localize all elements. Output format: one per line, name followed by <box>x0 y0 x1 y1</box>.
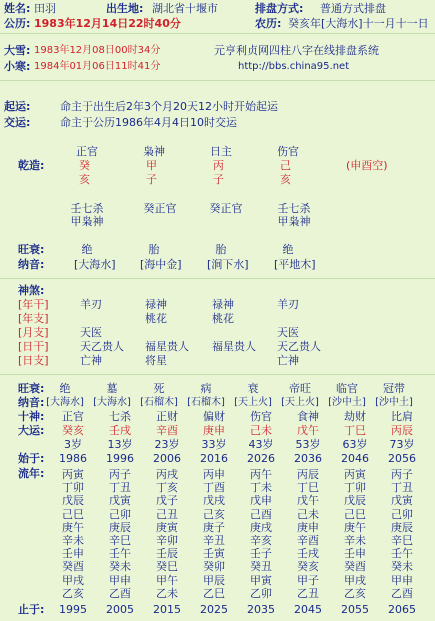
shensha-item: 桃花 <box>145 312 167 325</box>
shensha-item: 禄神 <box>212 298 234 311</box>
flow-year-item: 癸未 <box>391 560 413 574</box>
flow-year-item: 丁巳 <box>297 481 319 495</box>
hidden-stem: 壬七杀 <box>70 202 104 215</box>
shensha-item: 天医 <box>277 326 299 339</box>
flow-year-item: 庚午 <box>344 520 366 534</box>
flow-year-item: 辛卯 <box>156 534 178 547</box>
flow-year-item: 己亥 <box>203 507 225 521</box>
dayun-age: 13岁 <box>107 438 133 451</box>
lunar-date: 癸亥年[大海水]十一月十一日 <box>288 17 429 30</box>
flow-year-item: 癸亥 <box>297 560 319 574</box>
end-year: 2025 <box>200 603 228 616</box>
flow-year-item: 戊寅 <box>391 494 413 508</box>
pillar-branch: 子 <box>146 173 157 186</box>
daxue-label: 大雪: <box>4 44 31 57</box>
birthplace-label: 出生地: <box>106 2 144 15</box>
shensha-row-label: [月支] <box>18 326 49 339</box>
flow-year-item: 癸卯 <box>203 560 225 574</box>
dayun-pillar: 壬戌 <box>109 424 131 437</box>
flow-year-item: 甲戌 <box>62 573 84 587</box>
divider <box>0 374 435 375</box>
dayun-god-label: 十神: <box>18 410 45 423</box>
dayun-pillar: 戊午 <box>297 424 319 437</box>
qiyun-text: 命主于出生后2年3个月20天12小时开始起运 <box>60 100 278 113</box>
dayun-pillar: 辛酉 <box>156 424 178 437</box>
flow-year-item: 癸未 <box>109 560 131 574</box>
flow-year-item: 庚申 <box>297 520 319 534</box>
wangshuai-value: 绝 <box>282 243 294 256</box>
flow-year-item: 壬寅 <box>203 547 225 561</box>
dayun-age: 53岁 <box>295 438 321 451</box>
dayun-age: 23岁 <box>154 438 180 451</box>
flow-year-item: 庚辰 <box>109 520 131 534</box>
dayun-ws: 衰 <box>247 382 259 395</box>
lunar-label: 农历: <box>255 17 282 30</box>
shensha-row-label: [年干] <box>18 298 49 311</box>
flow-year-item: 丁亥 <box>156 481 178 495</box>
flow-year-item: 甲戌 <box>344 573 366 587</box>
flow-year-item: 甲申 <box>109 573 131 587</box>
end-year: 2035 <box>247 603 275 616</box>
flow-year-item: 丙子 <box>109 468 131 481</box>
dayun-ws-label: 旺衰: <box>18 382 45 395</box>
dayun-nayin: [大海水] <box>93 397 131 408</box>
flow-year-item: 乙酉 <box>391 586 413 600</box>
dayun-pillar: 己未 <box>250 424 272 437</box>
flow-year-item: 壬午 <box>109 547 131 561</box>
dayun-nayin: [沙中土] <box>328 397 366 408</box>
start-year: 2026 <box>247 452 275 465</box>
flow-year-item: 甲子 <box>297 573 319 587</box>
flow-year-item: 丁卯 <box>344 481 366 495</box>
hidden-stem: 癸正官 <box>209 202 243 215</box>
dayun-ws: 墓 <box>106 382 118 395</box>
flow-year-item: 辛亥 <box>250 534 272 547</box>
shensha-item: 羊刃 <box>277 298 299 311</box>
flow-year-item: 乙卯 <box>250 586 272 600</box>
shensha-item: 福星贵人 <box>145 340 189 353</box>
daxue-date: 1983年12月08日00时34分 <box>34 45 161 56</box>
pillar-god: 日主 <box>210 145 232 158</box>
dayun-god: 七杀 <box>109 410 131 423</box>
flow-year-item: 丁丑 <box>109 481 131 495</box>
divider <box>0 80 435 81</box>
wangshuai-value: 胎 <box>215 243 227 256</box>
jiaoyun-label: 交运: <box>4 116 31 129</box>
wangshuai-label: 旺衰: <box>18 243 45 256</box>
flow-year-item: 丙戌 <box>156 468 178 481</box>
end-year: 2045 <box>294 603 322 616</box>
qiyun-label: 起运: <box>4 100 31 113</box>
flow-year-item: 癸丑 <box>250 560 272 574</box>
pillar-branch: 亥 <box>280 173 291 186</box>
end-year: 2005 <box>106 603 134 616</box>
solar-label: 公历: <box>4 17 31 30</box>
hidden-stem: 癸正官 <box>143 202 177 215</box>
shensha-item: 禄神 <box>145 298 167 311</box>
dayun-ws: 帝旺 <box>289 382 311 395</box>
method-value: 普通方式排盘 <box>320 2 386 15</box>
pillar-god: 伤官 <box>277 145 299 158</box>
nayin-value: [涧下水] <box>207 258 249 271</box>
kongwang: (申酉空) <box>346 159 388 172</box>
birthplace-value: 湖北省十堰市 <box>152 2 218 15</box>
dayun-age: 33岁 <box>201 438 227 451</box>
pillar-stem: 丙 <box>213 159 224 172</box>
flow-year-item: 丙申 <box>203 468 225 481</box>
end-year: 2055 <box>341 603 369 616</box>
dayun-pillar: 丁巳 <box>344 424 366 437</box>
flow-year-item: 辛巳 <box>109 534 131 547</box>
shensha-item: 将星 <box>145 354 167 367</box>
flow-year-item: 壬子 <box>250 547 272 561</box>
flow-year-item: 壬午 <box>391 547 413 561</box>
flow-year-item: 戊子 <box>156 494 178 508</box>
pillar-branch: 亥 <box>79 173 90 186</box>
shensha-row-label: [年支] <box>18 312 49 325</box>
dayun-god: 正官 <box>62 410 84 423</box>
start-year: 2046 <box>341 452 369 465</box>
flow-year-item: 癸酉 <box>344 560 366 574</box>
divider <box>0 33 435 34</box>
dayun-nayin: [天上火] <box>234 397 272 408</box>
flow-year-item: 丙寅 <box>344 468 366 481</box>
flow-year-item: 辛丑 <box>203 534 225 547</box>
nayin-value: [平地木] <box>274 258 316 271</box>
shensha-item: 天乙贵人 <box>277 340 321 353</box>
shensha-item: 天医 <box>80 326 102 339</box>
dayun-age: 3岁 <box>64 438 82 451</box>
shensha-row-label: [日干] <box>18 340 49 353</box>
flow-year-item: 乙丑 <box>297 586 319 600</box>
flow-year-item: 己未 <box>297 507 319 521</box>
flow-year-item: 丙午 <box>250 468 272 481</box>
flow-year-item: 庚寅 <box>156 520 178 534</box>
flow-year-item: 丁丑 <box>391 481 413 495</box>
divider <box>0 278 435 279</box>
flow-year-item: 丁酉 <box>203 481 225 495</box>
pillar-god: 枭神 <box>143 145 165 158</box>
pillar-god: 正官 <box>76 145 98 158</box>
pillar-stem: 己 <box>280 159 291 172</box>
dayun-nayin: [石榴木] <box>187 397 225 408</box>
dayun-label: 大运: <box>18 424 45 437</box>
xiaohan-date: 1984年01月06日11时41分 <box>34 61 161 72</box>
flow-year-item: 癸巳 <box>156 560 178 574</box>
flow-year-item: 壬戌 <box>297 547 319 561</box>
dayun-god: 伤官 <box>250 410 272 423</box>
shensha-item: 天乙贵人 <box>80 340 124 353</box>
jiaoyun-text: 命主于公历1986年4月4日10时交运 <box>60 116 237 129</box>
dayun-pillar: 癸亥 <box>62 424 84 437</box>
flow-year-item: 丙辰 <box>297 468 319 481</box>
dayun-ws: 死 <box>153 382 165 395</box>
wangshuai-value: 胎 <box>148 243 160 256</box>
dayun-nayin: [沙中土] <box>375 397 413 408</box>
dayun-nayin: [石榴木] <box>140 397 178 408</box>
flow-year-item: 壬辰 <box>156 547 178 561</box>
flow-year-item: 乙未 <box>156 586 178 600</box>
flow-year-item: 丙寅 <box>62 468 84 481</box>
end-label: 止于: <box>18 603 45 616</box>
start-year: 2036 <box>294 452 322 465</box>
flow-year-item: 戊午 <box>297 494 319 508</box>
shensha-row-label: [日支] <box>18 354 49 367</box>
pillar-stem: 甲 <box>146 159 157 172</box>
system-name: 元亨利贞网四柱八字在线排盘系统 <box>214 44 379 57</box>
flow-year-item: 己巳 <box>344 507 366 521</box>
nayin-value: [大海水] <box>74 258 116 271</box>
flow-year-item: 乙酉 <box>109 586 131 600</box>
flow-year-item: 辛未 <box>62 534 84 547</box>
flow-year-item: 己丑 <box>156 507 178 521</box>
shensha-item: 羊刃 <box>80 298 102 311</box>
dayun-nayin: [大海水] <box>46 397 84 408</box>
shensha-item: 亡神 <box>80 354 102 367</box>
hidden-stem: 甲枭神 <box>70 215 104 228</box>
dayun-age: 73岁 <box>389 438 415 451</box>
flow-year-item: 戊寅 <box>109 494 131 508</box>
flow-year-item: 己卯 <box>109 507 131 521</box>
flow-year-item: 乙巳 <box>203 586 225 600</box>
flow-year-item: 辛酉 <box>297 534 319 547</box>
method-label: 排盘方式: <box>255 2 304 15</box>
dayun-age: 63岁 <box>342 438 368 451</box>
flow-year-item: 辛巳 <box>391 534 413 547</box>
shensha-item: 福星贵人 <box>212 340 256 353</box>
end-year: 2065 <box>388 603 416 616</box>
dayun-god: 食神 <box>297 410 319 423</box>
flow-year-item: 庚辰 <box>391 520 413 534</box>
nayin-value: [海中金] <box>140 258 182 271</box>
wangshuai-value: 绝 <box>81 243 93 256</box>
dayun-age: 43岁 <box>248 438 274 451</box>
pillar-branch: 子 <box>213 173 224 186</box>
flow-year-item: 丁未 <box>250 481 272 495</box>
start-year: 2016 <box>200 452 228 465</box>
start-label: 始于: <box>18 452 45 465</box>
dayun-god: 劫财 <box>344 410 366 423</box>
site-link[interactable]: http://bbs.china95.net <box>238 61 350 72</box>
pillars-label: 乾造: <box>18 159 45 172</box>
flow-label: 流年: <box>18 467 45 480</box>
xiaohan-label: 小寒: <box>4 60 31 73</box>
dayun-ws: 病 <box>200 382 212 395</box>
flow-year-item: 壬申 <box>62 547 84 561</box>
dayun-pillar: 丙辰 <box>391 424 413 437</box>
flow-year-item: 乙亥 <box>344 586 366 600</box>
end-year: 1995 <box>59 603 87 616</box>
flow-year-item: 戊辰 <box>62 494 84 508</box>
flow-year-item: 甲寅 <box>250 573 272 587</box>
flow-year-item: 丙子 <box>391 468 413 481</box>
flow-year-item: 甲申 <box>391 573 413 587</box>
flow-year-item: 甲辰 <box>203 573 225 587</box>
dayun-god: 偏财 <box>203 410 225 423</box>
flow-year-item: 己酉 <box>250 507 272 521</box>
nayin-label: 纳音: <box>18 258 45 271</box>
dayun-nayin-label: 纳音: <box>18 396 45 409</box>
flow-year-item: 丁卯 <box>62 481 84 495</box>
start-year: 2056 <box>388 452 416 465</box>
flow-year-item: 己巳 <box>62 507 84 521</box>
dayun-god: 比肩 <box>391 410 413 423</box>
flow-year-item: 庚戌 <box>250 520 272 534</box>
dayun-ws: 冠带 <box>383 382 405 395</box>
name-label: 姓名: <box>4 2 31 15</box>
pillar-stem: 癸 <box>79 159 90 172</box>
start-year: 2006 <box>153 452 181 465</box>
flow-year-item: 己卯 <box>391 507 413 521</box>
flow-year-item: 乙亥 <box>62 586 84 600</box>
dayun-pillar: 庚申 <box>203 424 225 437</box>
flow-year-item: 戊申 <box>250 494 272 508</box>
dayun-ws: 临官 <box>336 382 358 395</box>
flow-year-item: 庚子 <box>203 520 225 534</box>
flow-year-item: 戊戌 <box>203 494 225 508</box>
flow-year-item: 壬申 <box>344 547 366 561</box>
dayun-nayin: [天上火] <box>281 397 319 408</box>
start-year: 1986 <box>59 452 87 465</box>
hidden-stem: 壬七杀 <box>277 202 311 215</box>
dayun-ws: 绝 <box>59 382 71 395</box>
shensha-title: 神煞: <box>18 284 45 297</box>
flow-year-item: 癸酉 <box>62 560 84 574</box>
shensha-item: 桃花 <box>212 312 234 325</box>
end-year: 2015 <box>153 603 181 616</box>
start-year: 1996 <box>106 452 134 465</box>
flow-year-item: 戊辰 <box>344 494 366 508</box>
flow-year-item: 辛未 <box>344 534 366 547</box>
shensha-item: 亡神 <box>277 354 299 367</box>
dayun-god: 正财 <box>156 410 178 423</box>
name-value: 田羽 <box>34 2 56 15</box>
solar-date: 1983年12月14日22时40分 <box>34 17 181 30</box>
flow-year-item: 庚午 <box>62 520 84 534</box>
hidden-stem: 甲枭神 <box>277 215 311 228</box>
flow-year-item: 甲午 <box>156 573 178 587</box>
